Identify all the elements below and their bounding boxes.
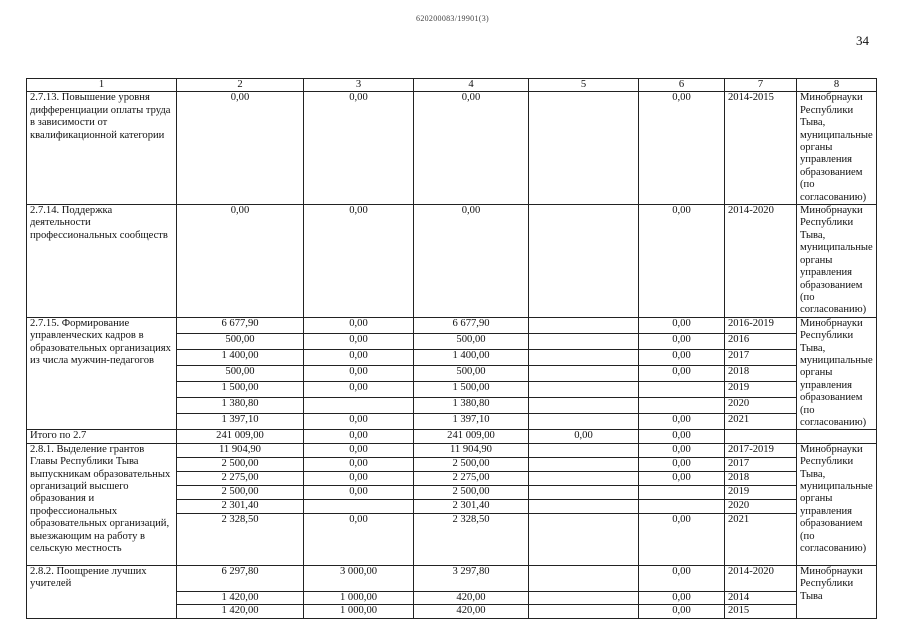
cell-c6: [639, 398, 725, 414]
cell-c3: [304, 398, 414, 414]
cell-c2: 0,00: [177, 205, 304, 318]
measure-label: 2.8.2. Поощрение лучших учителей: [27, 565, 177, 618]
cell-c3: 0,00: [304, 349, 414, 365]
cell-c2: 1 420,00: [177, 605, 304, 618]
cell-c5: [529, 349, 639, 365]
cell-c3: 1 000,00: [304, 605, 414, 618]
cell-c5: [529, 398, 639, 414]
responsible-party: Минобрнауки Республики Тыва: [797, 565, 877, 618]
cell-c5: [529, 513, 639, 565]
cell-c7: 2021: [725, 414, 797, 430]
cell-c5: [529, 471, 639, 485]
cell-c3: 0,00: [304, 205, 414, 318]
cell-c2: 1 500,00: [177, 382, 304, 398]
cell-c3: 0,00: [304, 485, 414, 499]
cell-c6: 0,00: [639, 457, 725, 471]
responsible-party: Минобрнауки Республики Тыва, муниципальные органы управления образованием (по согласованию): [797, 443, 877, 565]
cell-c3: 0,00: [304, 471, 414, 485]
table-row: [27, 565, 877, 591]
cell-c7: 2014-2015: [725, 92, 797, 205]
cell-c2: 241 009,00: [177, 430, 304, 443]
cell-c2: 6 297,80: [177, 565, 304, 591]
cell-c2: 2 301,40: [177, 499, 304, 513]
cell-c3: 0,00: [304, 382, 414, 398]
cell-c7: 2014-2020: [725, 205, 797, 318]
cell-c6: 0,00: [639, 565, 725, 591]
cell-c5: [529, 333, 639, 349]
column-header-1: 1: [27, 79, 177, 92]
column-header-2: 2: [177, 79, 304, 92]
cell-c4: 0,00: [414, 205, 529, 318]
cell-c4: 1 380,80: [414, 398, 529, 414]
cell-c5: [529, 443, 639, 457]
cell-c2: 500,00: [177, 366, 304, 382]
cell-c4: 6 677,90: [414, 317, 529, 333]
measure-label: 2.7.14. Поддержка деятельности профессиональных сообществ: [27, 205, 177, 318]
responsible-party: Минобрнауки Республики Тыва, муниципальные органы управления образованием (по согласованию): [797, 317, 877, 430]
cell-c4: 420,00: [414, 605, 529, 618]
cell-c4: 3 297,80: [414, 565, 529, 591]
cell-c5: 0,00: [529, 430, 639, 443]
cell-c5: [529, 205, 639, 318]
cell-c2: 1 400,00: [177, 349, 304, 365]
cell-c2: 1 380,80: [177, 398, 304, 414]
cell-c3: [304, 499, 414, 513]
cell-c4: 500,00: [414, 333, 529, 349]
cell-c7: 2015: [725, 605, 797, 618]
responsible-party: [797, 430, 877, 443]
responsible-party: Минобрнауки Республики Тыва, муниципальные органы управления образованием (по согласованию): [797, 92, 877, 205]
cell-c5: [529, 366, 639, 382]
cell-c6: 0,00: [639, 349, 725, 365]
column-header-8: 8: [797, 79, 877, 92]
cell-c4: 2 275,00: [414, 471, 529, 485]
cell-c5: [529, 605, 639, 618]
cell-c7: 2016: [725, 333, 797, 349]
column-header-5: 5: [529, 79, 639, 92]
cell-c2: 2 328,50: [177, 513, 304, 565]
cell-c3: 0,00: [304, 366, 414, 382]
table-row: [27, 317, 877, 333]
cell-c2: 1 397,10: [177, 414, 304, 430]
cell-c2: 2 500,00: [177, 457, 304, 471]
cell-c6: 0,00: [639, 205, 725, 318]
cell-c6: 0,00: [639, 430, 725, 443]
cell-c6: 0,00: [639, 513, 725, 565]
cell-c6: 0,00: [639, 414, 725, 430]
cell-c3: 0,00: [304, 430, 414, 443]
cell-c6: [639, 382, 725, 398]
cell-c6: 0,00: [639, 605, 725, 618]
cell-c6: 0,00: [639, 366, 725, 382]
table-row: [27, 430, 877, 443]
cell-c7: 2014-2020: [725, 565, 797, 591]
cell-c6: 0,00: [639, 471, 725, 485]
cell-c3: 0,00: [304, 443, 414, 457]
cell-c7: 2017: [725, 349, 797, 365]
cell-c4: 2 328,50: [414, 513, 529, 565]
cell-c4: 2 301,40: [414, 499, 529, 513]
cell-c7: 2019: [725, 485, 797, 499]
column-header-4: 4: [414, 79, 529, 92]
cell-c2: 2 275,00: [177, 471, 304, 485]
cell-c4: 500,00: [414, 366, 529, 382]
cell-c4: 0,00: [414, 92, 529, 205]
document-id: 620200083/19901(3): [416, 14, 489, 23]
cell-c6: [639, 485, 725, 499]
cell-c3: 1 000,00: [304, 591, 414, 604]
measure-label: Итого по 2.7: [27, 430, 177, 443]
cell-c4: 241 009,00: [414, 430, 529, 443]
cell-c3: 0,00: [304, 414, 414, 430]
cell-c7: 2014: [725, 591, 797, 604]
measure-label: 2.7.13. Повышение уровня дифференциации оплаты труда в зависимости от квалификационной категории: [27, 92, 177, 205]
page-number: 34: [856, 33, 869, 48]
measure-label: 2.7.15. Формирование управленческих кадров в образовательных организациях из числа мужчин-педагогов: [27, 317, 177, 430]
cell-c4: 11 904,90: [414, 443, 529, 457]
cell-c4: 1 500,00: [414, 382, 529, 398]
cell-c4: 2 500,00: [414, 485, 529, 499]
cell-c2: 0,00: [177, 92, 304, 205]
cell-c6: 0,00: [639, 333, 725, 349]
cell-c2: 11 904,90: [177, 443, 304, 457]
cell-c3: 3 000,00: [304, 565, 414, 591]
cell-c7: 2017-2019: [725, 443, 797, 457]
cell-c3: 0,00: [304, 333, 414, 349]
table-row: [27, 443, 877, 457]
cell-c7: 2018: [725, 471, 797, 485]
cell-c2: 2 500,00: [177, 485, 304, 499]
cell-c5: [529, 92, 639, 205]
cell-c4: 1 400,00: [414, 349, 529, 365]
table-row: [27, 92, 877, 205]
cell-c2: 1 420,00: [177, 591, 304, 604]
cell-c7: 2017: [725, 457, 797, 471]
column-header-7: 7: [725, 79, 797, 92]
cell-c7: 2016-2019: [725, 317, 797, 333]
cell-c3: 0,00: [304, 457, 414, 471]
table-row: [27, 205, 877, 318]
responsible-party: Минобрнауки Республики Тыва, муниципальные органы управления образованием (по согласованию): [797, 205, 877, 318]
cell-c7: 2021: [725, 513, 797, 565]
cell-c3: 0,00: [304, 92, 414, 205]
cell-c7: 2020: [725, 499, 797, 513]
column-header-6: 6: [639, 79, 725, 92]
measure-label: 2.8.1. Выделение грантов Главы Республики Тыва выпускникам образовательных организаций высшего образования и профессиональных образовательных организаций, выезжающим на работу в сельскую местность: [27, 443, 177, 565]
cell-c4: 1 397,10: [414, 414, 529, 430]
cell-c5: [529, 382, 639, 398]
cell-c7: [725, 430, 797, 443]
cell-c2: 500,00: [177, 333, 304, 349]
cell-c4: 2 500,00: [414, 457, 529, 471]
cell-c2: 6 677,90: [177, 317, 304, 333]
cell-c5: [529, 414, 639, 430]
cell-c3: 0,00: [304, 513, 414, 565]
cell-c7: 2019: [725, 382, 797, 398]
cell-c6: 0,00: [639, 92, 725, 205]
cell-c7: 2020: [725, 398, 797, 414]
cell-c7: 2018: [725, 366, 797, 382]
cell-c6: 0,00: [639, 443, 725, 457]
cell-c6: [639, 499, 725, 513]
cell-c6: 0,00: [639, 317, 725, 333]
cell-c5: [529, 457, 639, 471]
column-header-3: 3: [304, 79, 414, 92]
cell-c5: [529, 565, 639, 591]
cell-c6: 0,00: [639, 591, 725, 604]
budget-table: [26, 78, 877, 619]
cell-c4: 420,00: [414, 591, 529, 604]
cell-c5: [529, 499, 639, 513]
cell-c3: 0,00: [304, 317, 414, 333]
cell-c5: [529, 317, 639, 333]
cell-c5: [529, 485, 639, 499]
cell-c5: [529, 591, 639, 604]
column-number-row: [27, 79, 877, 92]
